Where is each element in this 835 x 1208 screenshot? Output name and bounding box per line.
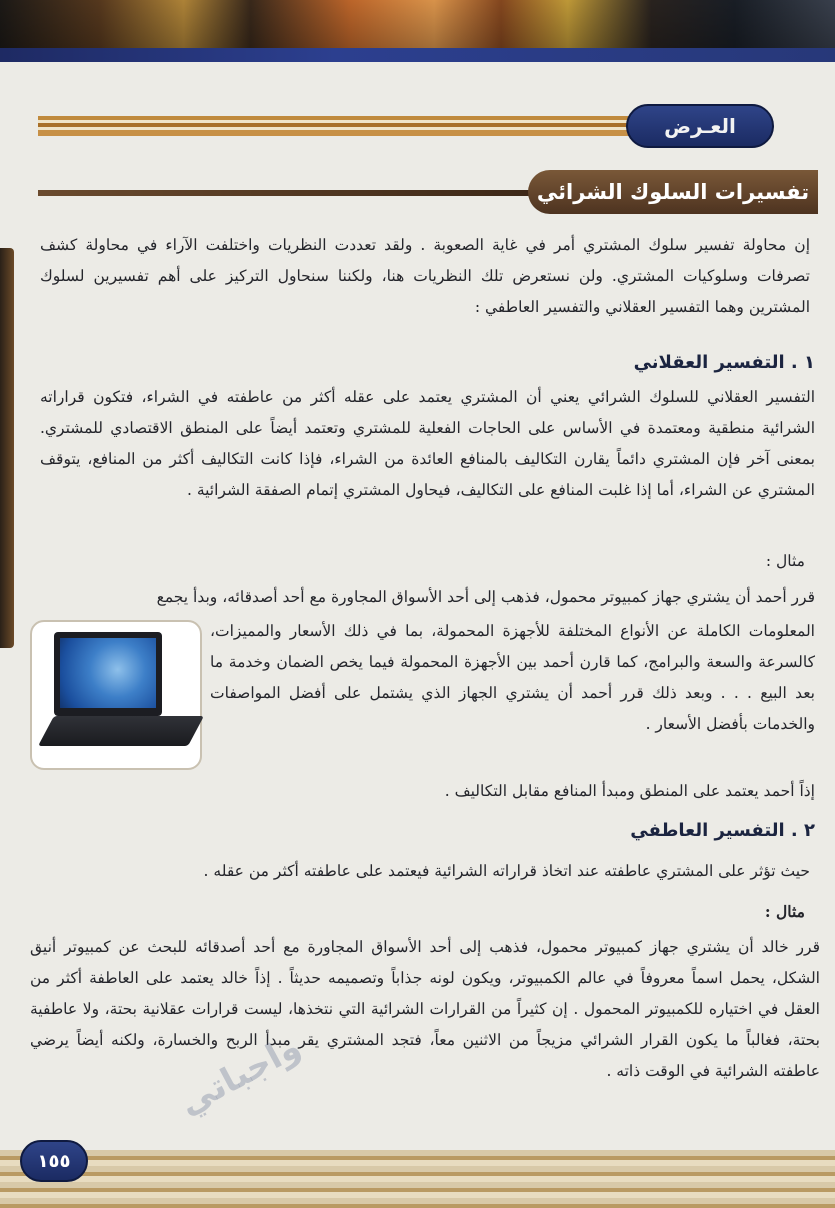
laptop-display — [60, 638, 156, 708]
intro-paragraph: إن محاولة تفسير سلوك المشتري أمر في غاية الصعوبة . ولقد تعددت النظريات واختلفت الآراء في محاولة كشف تصرفات وسلوكيات المشتري. ولن نستعرض تلك النظريات هنا، ولكننا سنحاول التركيز على أهم تفسيرين لسلوك المشترين وهما التفسير العقلاني والتفسير العاطفي : — [40, 236, 810, 316]
emotional-example-text: قرر خالد أن يشتري جهاز كمبيوتر محمول، فذهب إلى أحد الأسواق المجاورة مع أحد أصدقائه للبحث عن كمبيوتر أنيق الشكل، يحمل اسماً معروفاً في عالم الكمبيوتر، ويكون لونه جذاباً وتصميمه حديثاً . إذاً خالد يعتمد على العاطفة أكثر من العقل في اختياره للكمبيوتر المحمول . إن كثيراً من القرارات الشرائية التي نتخذها، ليست قرارات عقلانية بحتة، ولا عاطفية بحتة، فغالباً ما يكون القرار الشرائي مزيجاً من الاثنين معاً، فتجد المشتري يقر مبدأ الربح والخسارة، ولكنه أيضاً يرضي عاطفته الشرائية في الوقت ذاته . — [30, 938, 820, 1080]
header-blue-rule — [0, 48, 835, 62]
rational-example-line1: قرر أحمد أن يشتري جهاز كمبيوتر محمول، فذهب إلى أحد الأسواق المجاورة مع أحد أصدقائه، وبدأ يجمع — [156, 588, 815, 606]
emotional-heading: ٢ . التفسير العاطفي — [630, 820, 815, 841]
rational-heading: ١ . التفسير العقلاني — [633, 352, 815, 373]
footer-stripe — [0, 1150, 835, 1208]
rational-example-text: المعلومات الكاملة عن الأنواع المختلفة للأجهزة المحمولة، بما في ذلك الأسعار والمميزات، كالسرعة والسعة والبرامج، كما قارن أحمد بين الأجهزة المحمولة فيما يخص الضمان وخدمة ما بعد البيع . . . وبعد ذلك قرر أحمد أن يشتري الجهاز الذي يشتمل على أفضل المواصفات والخدمات بأفضل الأسعار . — [210, 622, 815, 733]
side-chapter-tab — [0, 248, 14, 648]
laptop-icon — [54, 632, 162, 716]
page-number: ١٥٥ — [20, 1140, 88, 1182]
rational-conclusion: إذاً أحمد يعتمد على المنطق ومبدأ المنافع مقابل التكاليف . — [444, 782, 815, 800]
rational-paragraph: التفسير العقلاني للسلوك الشرائي يعني أن المشتري يعتمد على عقله أكثر من عاطفته في الشراء، فتكون قراراته الشرائية منطقية ومعتمدة في الأساس على الحاجات الفعلية للمشتري وتعتمد أيضاً على المنطق الاقتصادي للمشتري. بمعنى آخر فإن المشتري دائماً يقارن التكاليف بالمنافع العائدة من الشراء، فإذا كانت التكاليف أكثر من المنافع، يتوقف المشتري عن الشراء، أما إذا غلبت المنافع على التكاليف، فيحاول المشتري إتمام الصفقة الشرائية . — [40, 388, 815, 499]
example-label: مثال : — [764, 902, 805, 921]
laptop-figure — [30, 620, 202, 770]
example-label: مثال : — [765, 552, 805, 570]
section-title: تفسيرات السلوك الشرائي — [528, 170, 818, 214]
emotional-paragraph: حيث تؤثر على المشتري عاطفته عند اتخاذ قراراته الشرائية فيعتمد على عاطفته أكثر من عقله . — [203, 862, 810, 880]
laptop-keyboard — [38, 716, 204, 746]
section-stripe — [38, 116, 638, 136]
title-rule — [38, 190, 533, 196]
section-tag: العـرض — [626, 104, 774, 148]
watermark: واجباتي — [172, 1026, 308, 1124]
